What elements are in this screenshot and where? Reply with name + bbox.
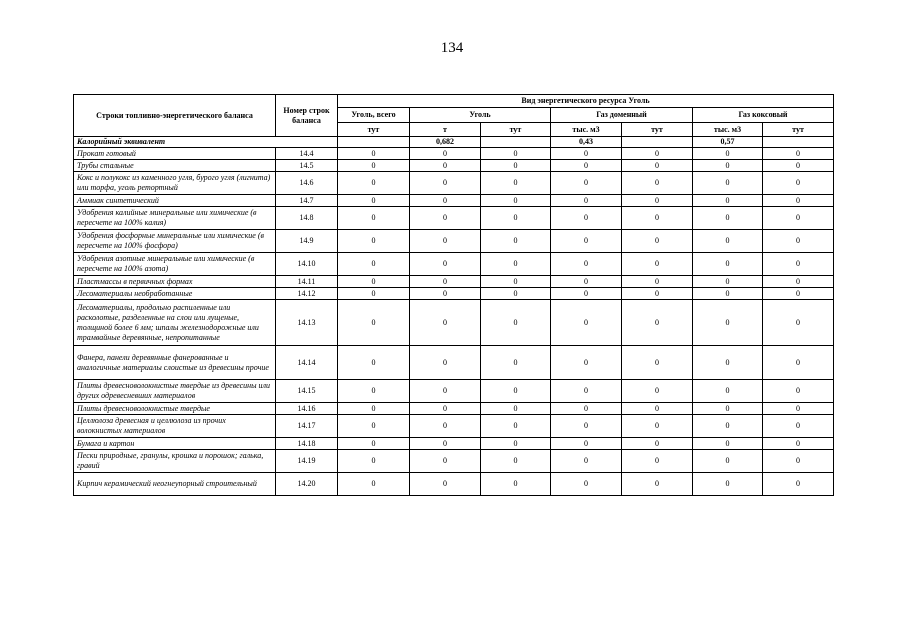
- cell-value: 0: [693, 450, 763, 473]
- cell-value: 0: [338, 300, 410, 346]
- cell-value: 0: [481, 253, 551, 276]
- table-row: [74, 160, 834, 172]
- cell-value: 0: [693, 438, 763, 450]
- row-label: Удобрения азотные минеральные или химические (в пересчете на 100% азота): [74, 253, 276, 276]
- calorific-value: [338, 137, 410, 148]
- row-number: 14.8: [276, 207, 338, 230]
- cell-value: 0: [763, 450, 834, 473]
- calorific-value: [622, 137, 693, 148]
- page-number: 134: [440, 40, 464, 56]
- cell-value: 0: [338, 207, 410, 230]
- cell-value: 0: [622, 380, 693, 403]
- cell-value: 0: [481, 415, 551, 438]
- cell-value: 0: [481, 450, 551, 473]
- cell-value: 0: [410, 160, 481, 172]
- cell-value: 0: [481, 288, 551, 300]
- cell-value: 0: [410, 473, 481, 496]
- cell-value: 0: [763, 403, 834, 415]
- calorific-row: [74, 137, 834, 148]
- table-row: [74, 438, 834, 450]
- cell-value: 0: [622, 276, 693, 288]
- table-row: [74, 148, 834, 160]
- cell-value: 0: [622, 195, 693, 207]
- calorific-label: Калорийный эквивалент: [74, 137, 338, 148]
- cell-value: 0: [481, 276, 551, 288]
- row-label: Лесоматериалы, продольно распиленные или расколотые, разделенные на слои или лущеные, толщиной более 6 мм; шпалы железнодорожные или трамвайные деревянные, непропитанные: [74, 300, 276, 346]
- cell-value: 0: [481, 380, 551, 403]
- energy-balance-table: [73, 94, 834, 496]
- cell-value: 0: [622, 288, 693, 300]
- cell-value: 0: [763, 253, 834, 276]
- cell-value: 0: [410, 346, 481, 380]
- cell-value: 0: [693, 160, 763, 172]
- table-row: [74, 346, 834, 380]
- cell-value: 0: [481, 230, 551, 253]
- row-number: 14.19: [276, 450, 338, 473]
- cell-value: 0: [693, 253, 763, 276]
- cell-value: 0: [481, 148, 551, 160]
- cell-value: 0: [551, 195, 622, 207]
- cell-value: 0: [338, 403, 410, 415]
- cell-value: 0: [763, 473, 834, 496]
- row-number: 14.6: [276, 172, 338, 195]
- row-label: Бумага и картон: [74, 438, 276, 450]
- cell-value: 0: [693, 346, 763, 380]
- cell-value: 0: [481, 195, 551, 207]
- cell-value: 0: [551, 415, 622, 438]
- cell-value: 0: [622, 230, 693, 253]
- cell-value: 0: [481, 473, 551, 496]
- table-row: [74, 253, 834, 276]
- cell-value: 0: [410, 438, 481, 450]
- row-label: Трубы стальные: [74, 160, 276, 172]
- cell-value: 0: [622, 346, 693, 380]
- cell-value: 0: [551, 300, 622, 346]
- header-group-coal: Уголь: [410, 108, 551, 123]
- row-label: Кирпич керамический неогнеупорный строительный: [74, 473, 276, 496]
- row-number: 14.9: [276, 230, 338, 253]
- cell-value: 0: [693, 288, 763, 300]
- row-number: 14.12: [276, 288, 338, 300]
- cell-value: 0: [338, 160, 410, 172]
- cell-value: 0: [338, 415, 410, 438]
- calorific-value: [481, 137, 551, 148]
- row-number: 14.18: [276, 438, 338, 450]
- unit-header: тут: [763, 123, 834, 137]
- cell-value: 0: [410, 415, 481, 438]
- header-row-names: Строки топливно-энергетического баланса: [74, 95, 276, 137]
- cell-value: 0: [410, 207, 481, 230]
- cell-value: 0: [551, 160, 622, 172]
- cell-value: 0: [693, 207, 763, 230]
- row-number: 14.20: [276, 473, 338, 496]
- cell-value: 0: [481, 160, 551, 172]
- row-label: Целлюлоза древесная и целлюлоза из прочих волокнистых материалов: [74, 415, 276, 438]
- cell-value: 0: [410, 230, 481, 253]
- cell-value: 0: [410, 148, 481, 160]
- cell-value: 0: [693, 172, 763, 195]
- cell-value: 0: [551, 403, 622, 415]
- calorific-value: [763, 137, 834, 148]
- cell-value: 0: [338, 450, 410, 473]
- cell-value: 0: [622, 160, 693, 172]
- table-row: [74, 207, 834, 230]
- cell-value: 0: [763, 230, 834, 253]
- cell-value: 0: [551, 276, 622, 288]
- cell-value: 0: [338, 172, 410, 195]
- cell-value: 0: [622, 415, 693, 438]
- cell-value: 0: [693, 415, 763, 438]
- row-label: Прокат готовый: [74, 148, 276, 160]
- cell-value: 0: [763, 346, 834, 380]
- cell-value: 0: [622, 253, 693, 276]
- table-row: [74, 300, 834, 346]
- cell-value: 0: [551, 207, 622, 230]
- cell-value: 0: [481, 300, 551, 346]
- cell-value: 0: [338, 148, 410, 160]
- unit-header: т: [410, 123, 481, 137]
- unit-header: тут: [481, 123, 551, 137]
- cell-value: 0: [551, 380, 622, 403]
- cell-value: 0: [551, 438, 622, 450]
- table-row: [74, 415, 834, 438]
- cell-value: 0: [410, 450, 481, 473]
- calorific-value: 0,682: [410, 137, 481, 148]
- row-number: 14.5: [276, 160, 338, 172]
- table-row: [74, 450, 834, 473]
- cell-value: 0: [410, 403, 481, 415]
- calorific-value: 0,43: [551, 137, 622, 148]
- cell-value: 0: [622, 300, 693, 346]
- unit-header: тут: [622, 123, 693, 137]
- cell-value: 0: [693, 403, 763, 415]
- cell-value: 0: [622, 403, 693, 415]
- header-row-numbers: Номер строк баланса: [276, 95, 338, 137]
- header-group-coal-total: Уголь, всего: [338, 108, 410, 123]
- cell-value: 0: [763, 380, 834, 403]
- cell-value: 0: [338, 473, 410, 496]
- cell-value: 0: [693, 473, 763, 496]
- row-label: Лесоматериалы необработанные: [74, 288, 276, 300]
- cell-value: 0: [551, 450, 622, 473]
- cell-value: 0: [693, 148, 763, 160]
- cell-value: 0: [551, 253, 622, 276]
- cell-value: 0: [481, 172, 551, 195]
- cell-value: 0: [410, 276, 481, 288]
- row-label: Плиты древесноволокнистые твердые из древесины или других одревесневших материалов: [74, 380, 276, 403]
- row-label: Фанера, панели деревянные фанерованные и аналогичные материалы слоистые из древесины прочие: [74, 346, 276, 380]
- cell-value: 0: [410, 195, 481, 207]
- unit-header: тыс. м3: [551, 123, 622, 137]
- cell-value: 0: [763, 195, 834, 207]
- row-number: 14.10: [276, 253, 338, 276]
- cell-value: 0: [763, 415, 834, 438]
- cell-value: 0: [481, 346, 551, 380]
- cell-value: 0: [338, 380, 410, 403]
- cell-value: 0: [622, 473, 693, 496]
- cell-value: 0: [622, 438, 693, 450]
- cell-value: 0: [551, 346, 622, 380]
- cell-value: 0: [551, 230, 622, 253]
- cell-value: 0: [763, 172, 834, 195]
- header-resource-type: Вид энергетического ресурса Уголь: [338, 95, 834, 108]
- cell-value: 0: [410, 172, 481, 195]
- cell-value: 0: [693, 300, 763, 346]
- row-number: 14.7: [276, 195, 338, 207]
- cell-value: 0: [338, 230, 410, 253]
- cell-value: 0: [551, 172, 622, 195]
- row-number: 14.11: [276, 276, 338, 288]
- row-label: Кокс и полукокс из каменного угля, бурого угля (лигнита) или торфа, уголь ретортный: [74, 172, 276, 195]
- unit-header: тут: [338, 123, 410, 137]
- row-number: 14.13: [276, 300, 338, 346]
- cell-value: 0: [763, 207, 834, 230]
- cell-value: 0: [410, 253, 481, 276]
- cell-value: 0: [622, 450, 693, 473]
- cell-value: 0: [338, 195, 410, 207]
- table-row: [74, 473, 834, 496]
- cell-value: 0: [693, 276, 763, 288]
- table-row: [74, 380, 834, 403]
- cell-value: 0: [410, 288, 481, 300]
- table-row: [74, 403, 834, 415]
- cell-value: 0: [622, 207, 693, 230]
- cell-value: 0: [763, 160, 834, 172]
- row-label: Пластмассы в первичных формах: [74, 276, 276, 288]
- cell-value: 0: [622, 148, 693, 160]
- cell-value: 0: [338, 438, 410, 450]
- row-number: 14.17: [276, 415, 338, 438]
- row-number: 14.14: [276, 346, 338, 380]
- unit-header: тыс. м3: [693, 123, 763, 137]
- cell-value: 0: [693, 380, 763, 403]
- row-label: Пески природные, гранулы, крошка и порошок; галька, гравий: [74, 450, 276, 473]
- cell-value: 0: [763, 300, 834, 346]
- row-number: 14.4: [276, 148, 338, 160]
- cell-value: 0: [693, 230, 763, 253]
- row-label: Удобрения калийные минеральные или химические (в пересчете на 100% калия): [74, 207, 276, 230]
- cell-value: 0: [481, 207, 551, 230]
- row-number: 14.16: [276, 403, 338, 415]
- row-number: 14.15: [276, 380, 338, 403]
- cell-value: 0: [763, 438, 834, 450]
- row-label: Аммиак синтетический: [74, 195, 276, 207]
- cell-value: 0: [622, 172, 693, 195]
- cell-value: 0: [481, 403, 551, 415]
- table-row: [74, 172, 834, 195]
- cell-value: 0: [338, 288, 410, 300]
- table-row: [74, 195, 834, 207]
- row-label: Удобрения фосфорные минеральные или химические (в пересчете на 100% фосфора): [74, 230, 276, 253]
- table-row: [74, 230, 834, 253]
- calorific-value: 0,57: [693, 137, 763, 148]
- cell-value: 0: [551, 288, 622, 300]
- cell-value: 0: [338, 346, 410, 380]
- cell-value: 0: [481, 438, 551, 450]
- cell-value: 0: [551, 473, 622, 496]
- table-row: [74, 276, 834, 288]
- header-group-coke-gas: Газ коксовый: [693, 108, 834, 123]
- cell-value: 0: [410, 380, 481, 403]
- cell-value: 0: [693, 195, 763, 207]
- cell-value: 0: [338, 253, 410, 276]
- header-group-blast-furnace-gas: Газ доменный: [551, 108, 693, 123]
- cell-value: 0: [338, 276, 410, 288]
- cell-value: 0: [763, 148, 834, 160]
- cell-value: 0: [410, 300, 481, 346]
- table-row: [74, 288, 834, 300]
- row-label: Плиты древесноволокнистые твердые: [74, 403, 276, 415]
- cell-value: 0: [763, 276, 834, 288]
- cell-value: 0: [551, 148, 622, 160]
- cell-value: 0: [763, 288, 834, 300]
